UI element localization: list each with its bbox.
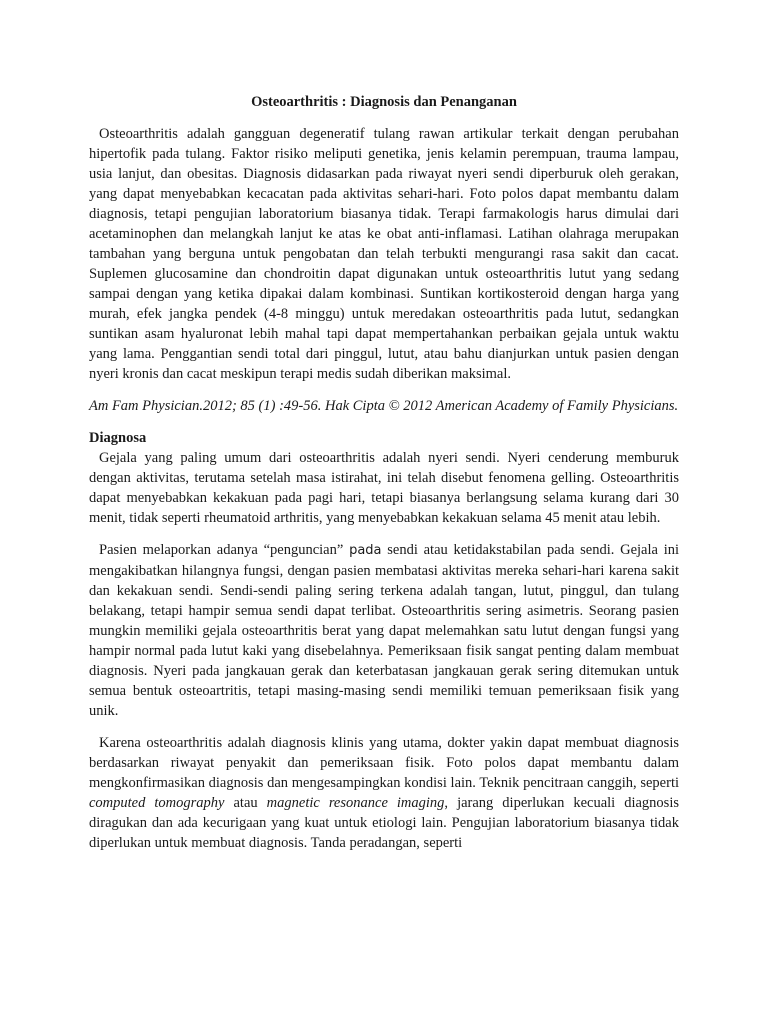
- abstract-paragraph: Osteoarthritis adalah gangguan degeneratif tulang rawan artikular terkait dengan perubahan hipertofik pada tulang. Faktor risiko meliputi genetika, jenis kelamin perempuan, trauma lampau, usia lanjut, dan obesitas. Diagnosis didasarkan pada riwayat nyeri sendi diperburuk oleh gerakan, yang dapat menyebabkan kecacatan pada aktivitas sehari-hari. Foto polos dapat membantu dalam diagnosis, tetapi pengujian laboratorium biasanya tidak. Terapi farmakologis harus dimulai dari acetaminophen dan melangkah lanjut ke atas ke obat anti-inflamasi. Latihan olahraga merupakan tambahan yang berguna untuk pengobatan dan telah terbukti mengurangi rasa sakit dan cacat. Suplemen glucosamine dan chondroitin dapat digunakan untuk osteoarthritis lutut yang sedang sampai dengan yang ketika dipakai dalam kombinasi. Suntikan kortikosteroid dengan harga yang murah, efek jangka pendek (4-8 minggu) untuk meredakan osteoarthritis pada lutut, sedangkan suntikan asam hyaluronat lebih mahal tapi dapat mempertahankan perbaikan gejala untuk waktu yang lama. Penggantian sendi total dari pinggul, lutut, atau bahu dianjurkan untuk pasien dengan nyeri kronis dan cacat meskipun terapi medis sudah diberikan maksimal.: [89, 126, 679, 382]
- document-title: Osteoarthritis : Diagnosis dan Penanganan: [251, 94, 517, 110]
- document-page: [89, 92, 679, 853]
- paragraph-3-part-b: , jarang diperlukan kecuali diagnosis diragukan dan ada kecurigaan yang kuat untuk etiologi lain. Pengujian laboratorium biasanya tidak diperlukan untuk membuat diagnosis. Tanda peradangan, seperti: [89, 795, 679, 851]
- paragraph-3-mri: magnetic resonance imaging: [266, 795, 445, 811]
- paragraph-1: Gejala yang paling umum dari osteoarthritis adalah nyeri sendi. Nyeri cenderung memburuk dengan aktivitas, terutama setelah masa istirahat, ini telah disebut fenomena gelling. Osteoarthritis dapat menyebabkan kekakuan pada pagi hari, tetapi biasanya berlangsung selama kurang dari 30 menit, tidak seperti rheumatoid arthritis, yang menyebabkan kekakuan selama 45 menit atau lebih.: [89, 450, 679, 526]
- paragraph-2-pada: pada: [349, 543, 382, 558]
- paragraph-2-part-a: Pasien melaporkan adanya “penguncian”: [99, 542, 344, 558]
- section-heading-diagnosa: Diagnosa: [89, 430, 147, 446]
- paragraph-2-part-b: sendi atau ketidakstabilan pada sendi. Gejala ini mengakibatkan hilangnya fungsi, dengan pasien membatasi aktivitas mereka sehari-hari karena sakit dan kekakuan sendi. Sendi-sendi paling sering terkena adalah tangan, lutut, pinggul, dan tulang belakang, tetapi hampir semua sendi dapat terlibat. Osteoarthritis sering asimetris. Seorang pasien mungkin memiliki gejala osteoarthritis berat yang dapat melemahkan satu lutut dengan fungsi yang hampir normal pada lutut kaki yang disebelahnya. Pemeriksaan fisik sangat penting dalam membuat diagnosis. Nyeri pada jangkauan gerak dan keterbatasan jangkauan gerak sering ditemukan untuk semua bentuk osteoartritis, tetapi masing-masing sendi memiliki temuan pemeriksaan fisik yang unik.: [89, 542, 679, 719]
- paragraph-3-ct: computed tomography: [89, 795, 225, 811]
- citation: Am Fam Physician.2012; 85 (1) :49-56. Hak Cipta © 2012 American Academy of Family Physicians.: [89, 398, 679, 414]
- paragraph-3-part-a: Karena osteoarthritis adalah diagnosis klinis yang utama, dokter yakin dapat membuat diagnosis berdasarkan riwayat penyakit dan pemeriksaan fisik. Foto polos dapat membantu dalam mengkonfirmasikan diagnosis dan mengesampingkan kondisi lain. Teknik pencitraan canggih, seperti: [89, 735, 679, 791]
- paragraph-3: [89, 733, 679, 853]
- paragraph-3-atau: atau: [233, 795, 258, 811]
- paragraph-2: [89, 540, 679, 721]
